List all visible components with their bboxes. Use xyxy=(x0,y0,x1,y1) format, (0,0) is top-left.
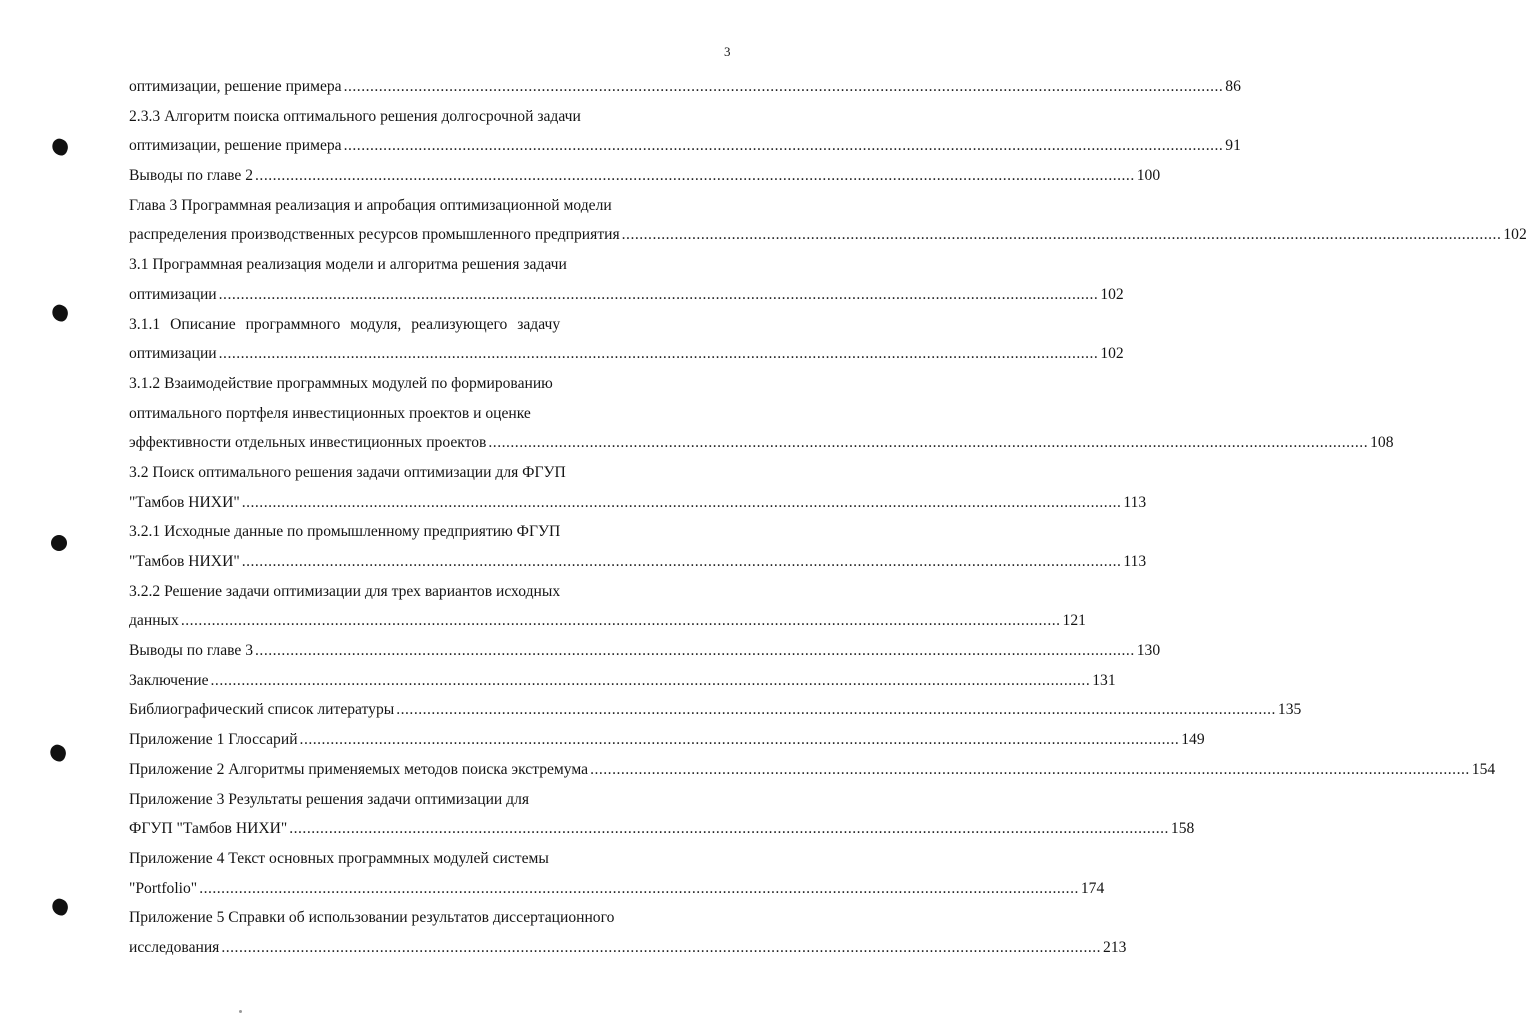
toc-entry-text: Приложение 3 Результаты решения задачи оптимизации для xyxy=(129,790,530,808)
toc-line xyxy=(129,191,719,221)
toc-line xyxy=(129,161,1161,191)
toc-line xyxy=(129,102,719,132)
dot-leader: ........................................................................................................................................................................................................ xyxy=(218,345,1099,363)
punch-hole-mark xyxy=(51,535,67,551)
toc-line xyxy=(129,399,719,429)
toc-entry-text: 3.1.2 Взаимодействие программных модулей по формированию xyxy=(129,374,553,392)
toc-page-number: 100 xyxy=(1136,167,1161,185)
toc-line xyxy=(129,874,1105,904)
dot-leader: ........................................................................................................................................................................................................ xyxy=(289,820,1169,838)
toc-line xyxy=(129,577,719,607)
dot-leader: ........................................................................................................................................................................................................ xyxy=(241,493,1122,511)
dot-leader: ........................................................................................................................................................................................................ xyxy=(218,285,1099,303)
toc-page-number: 135 xyxy=(1277,701,1302,719)
toc-line xyxy=(129,606,1086,636)
toc-line xyxy=(129,844,719,874)
dot-leader: ........................................................................................................................................................................................................ xyxy=(255,642,1135,660)
toc-line xyxy=(129,903,719,933)
toc-entry-text: 3.1.1 Описание программного модуля, реализующего задачу xyxy=(129,315,561,333)
toc-line xyxy=(129,220,1527,250)
toc-page-number: 174 xyxy=(1080,879,1105,897)
toc-entry-text: 3.1 Программная реализация модели и алгоритма решения задачи xyxy=(129,256,567,274)
toc-page-number: 108 xyxy=(1370,434,1394,452)
toc-line xyxy=(129,250,719,280)
toc-entry-text: оптимизации, решение примера xyxy=(129,137,342,155)
toc-entry-text: Приложение 4 Текст основных программных модулей системы xyxy=(129,849,549,867)
toc-entry-text: Приложение 2 Алгоритмы применяемых методов поиска экстремума xyxy=(129,760,589,778)
toc-line xyxy=(129,636,1161,666)
toc-line xyxy=(129,695,1302,725)
dot-leader: ........................................................................................................................................................................................................ xyxy=(255,167,1135,185)
toc-entry-text: эффективности отдельных инвестиционных проектов xyxy=(129,434,487,452)
table-of-contents xyxy=(129,72,1527,963)
dot-leader: ........................................................................................................................................................................................................ xyxy=(488,434,1369,452)
dot-leader: ........................................................................................................................................................................................................ xyxy=(343,78,1224,95)
toc-line xyxy=(129,72,1241,102)
toc-page-number: 91 xyxy=(1225,137,1241,155)
toc-entry-text: ФГУП "Тамбов НИХИ" xyxy=(129,820,288,838)
toc-entry-text: Выводы по главе 3 xyxy=(129,642,254,660)
toc-line xyxy=(129,933,1127,963)
dot-leader: ........................................................................................................................................................................................................ xyxy=(343,137,1224,155)
toc-line xyxy=(129,458,719,488)
toc-entry-text: распределения производственных ресурсов промышленного предприятия xyxy=(129,226,620,244)
toc-line xyxy=(129,428,1394,458)
toc-entry-text: Приложение 1 Глоссарий xyxy=(129,731,298,749)
page-number: 3 xyxy=(724,44,731,59)
toc-entry-text: оптимизации, решение примера xyxy=(129,78,342,95)
toc-page-number: 121 xyxy=(1062,612,1086,630)
punch-hole-mark xyxy=(50,303,71,324)
dot-leader: ........................................................................................................................................................................................................ xyxy=(199,879,1079,897)
dot-leader: ........................................................................................................................................................................................................ xyxy=(210,671,1091,689)
toc-line xyxy=(129,547,1147,577)
dot-leader: ........................................................................................................................................................................................................ xyxy=(396,701,1276,719)
scan-speck xyxy=(239,1010,242,1013)
punch-hole-mark xyxy=(48,743,69,764)
toc-entry-text: 3.2.2 Решение задачи оптимизации для трех вариантов исходных xyxy=(129,582,561,600)
toc-line xyxy=(129,310,719,340)
punch-hole-mark xyxy=(50,137,71,158)
toc-line xyxy=(129,666,1116,696)
toc-entry-text: 2.3.3 Алгоритм поиска оптимального решения долгосрочной задачи xyxy=(129,107,581,125)
punch-hole-mark xyxy=(50,897,71,918)
toc-page-number: 131 xyxy=(1092,671,1116,689)
toc-line xyxy=(129,131,1241,161)
toc-entry-text: "Тамбов НИХИ" xyxy=(129,493,240,511)
toc-line xyxy=(129,725,1205,755)
dot-leader: ........................................................................................................................................................................................................ xyxy=(221,938,1102,956)
toc-page-number: 102 xyxy=(1100,285,1124,303)
toc-entry-text: Выводы по главе 2 xyxy=(129,167,254,185)
toc-line xyxy=(129,814,1195,844)
toc-line xyxy=(129,369,719,399)
toc-page-number: 213 xyxy=(1103,938,1127,956)
toc-entry-text: оптимизации xyxy=(129,285,217,303)
dot-leader: ........................................................................................................................................................................................................ xyxy=(621,226,1502,244)
toc-page-number: 113 xyxy=(1123,553,1147,570)
toc-entry-text: оптимизации xyxy=(129,345,217,363)
toc-line xyxy=(129,517,719,547)
toc-page-number: 130 xyxy=(1136,642,1161,660)
dot-leader: ........................................................................................................................................................................................................ xyxy=(180,612,1061,630)
toc-page-number: 158 xyxy=(1170,820,1195,838)
toc-line xyxy=(129,755,1496,785)
toc-page-number: 113 xyxy=(1123,493,1147,511)
toc-entry-text: "Тамбов НИХИ" xyxy=(129,553,240,570)
toc-line xyxy=(129,488,1147,518)
toc-page-number: 154 xyxy=(1471,760,1496,778)
toc-page-number: 102 xyxy=(1100,345,1124,363)
toc-entry-text: Библиографический список литературы xyxy=(129,701,395,719)
toc-entry-text: Приложение 5 Справки об использовании результатов диссертационного xyxy=(129,909,615,927)
toc-line xyxy=(129,280,1124,310)
toc-page-number: 149 xyxy=(1181,731,1205,749)
dot-leader: ........................................................................................................................................................................................................ xyxy=(590,760,1470,778)
toc-line xyxy=(129,339,1124,369)
toc-entry-text: 3.2.1 Исходные данные по промышленному предприятию ФГУП xyxy=(129,523,561,541)
toc-line xyxy=(129,785,719,815)
toc-entry-text: Глава 3 Программная реализация и апробация оптимизационной модели xyxy=(129,196,612,214)
dot-leader: ........................................................................................................................................................................................................ xyxy=(241,553,1122,570)
toc-page-number: 102 xyxy=(1503,226,1527,244)
toc-entry-text: оптимального портфеля инвестиционных проектов и оценке xyxy=(129,404,531,422)
dot-leader: ........................................................................................................................................................................................................ xyxy=(299,731,1180,749)
toc-entry-text: исследования xyxy=(129,938,220,956)
toc-entry-text: данных xyxy=(129,612,179,630)
toc-entry-text: "Portfolio" xyxy=(129,879,198,897)
toc-entry-text: 3.2 Поиск оптимального решения задачи оптимизации для ФГУП xyxy=(129,463,566,481)
toc-page-number: 86 xyxy=(1225,78,1241,95)
toc-entry-text: Заключение xyxy=(129,671,209,689)
